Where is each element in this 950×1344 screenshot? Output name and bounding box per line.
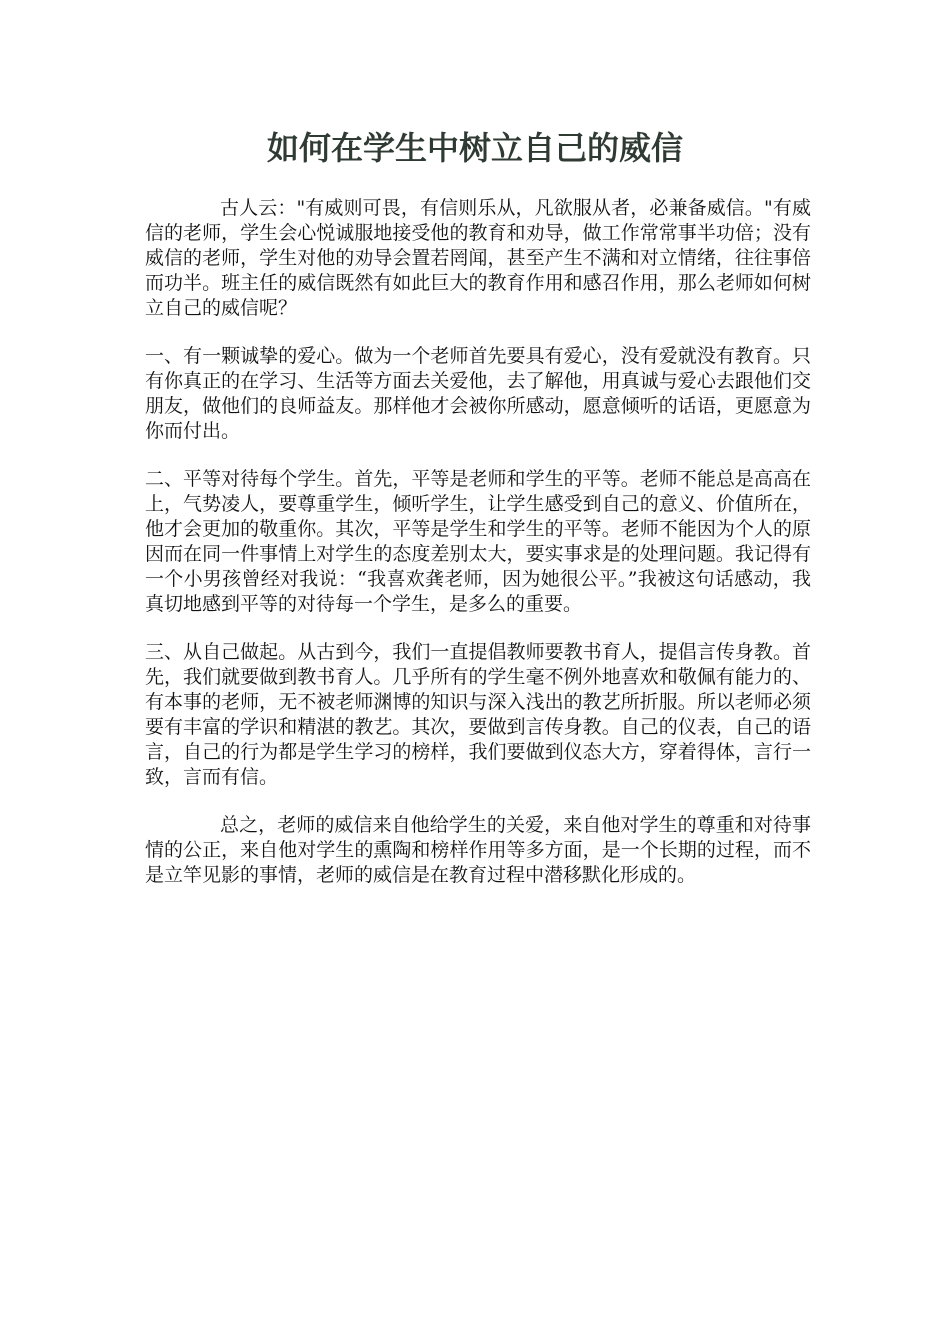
document-body: [145, 196, 811, 911]
paragraph-conclusion: 总之，老师的威信来自他给学生的关爱，来自他对学生的尊重和对待事情的公正，来自他对学生的熏陶和榜样作用等多方面，是一个长期的过程，而不是立竿见影的事情，老师的威信是在教育过程中潜移默化形成的。: [145, 814, 811, 886]
paragraph-point-three: 三、从自己做起。从古到今，我们一直提倡教师要教书育人，提倡言传身教。首先，我们就要做到教书育人。几乎所有的学生毫不例外地喜欢和敬佩有能力的、有本事的老师，无不被老师渊博的知识与深入浅出的教艺所折服。所以老师必须要有丰富的学识和精湛的教艺。其次，要做到言传身教。自己的仪表，自己的语言，自己的行为都是学生学习的榜样，我们要做到仪态大方，穿着得体，言行一致，言而有信。: [145, 641, 811, 788]
paragraph-intro: 古人云："有威则可畏，有信则乐从，凡欲服从者，必兼备威信。"有威信的老师，学生会心悦诚服地接受他的教育和劝导，做工作常常事半功倍；没有威信的老师，学生对他的劝导会置若罔闻，甚至产生不满和对立情绪，往往事倍而功半。班主任的威信既然有如此巨大的教育作用和感召作用，那么老师如何树立自己的威信呢？: [145, 197, 811, 319]
paragraph-point-one: 一、有一颗诚挚的爱心。做为一个老师首先要具有爱心，没有爱就没有教育。只有你真正的在学习、生活等方面去关爱他，去了解他，用真诚与爱心去跟他们交朋友，做他们的良师益友。那样他才会被你所感动，愿意倾听的话语，更愿意为你而付出。: [145, 345, 811, 442]
document-title: 如何在学生中树立自己的威信: [266, 129, 683, 167]
paragraph-point-two: 二、平等对待每个学生。首先，平等是老师和学生的平等。老师不能总是高高在上，气势凌人，要尊重学生，倾听学生，让学生感受到自己的意义、价值所在，他才会更加的敬重你。其次，平等是学生和学生的平等。老师不能因为个人的原因而在同一件事情上对学生的态度差别太大，要实事求是的处理问题。我记得有一个小男孩曾经对我说：“我喜欢龚老师，因为她很公平。”我被这句话感动，我真切地感到平等的对待每一个学生，是多么的重要。: [145, 468, 811, 615]
